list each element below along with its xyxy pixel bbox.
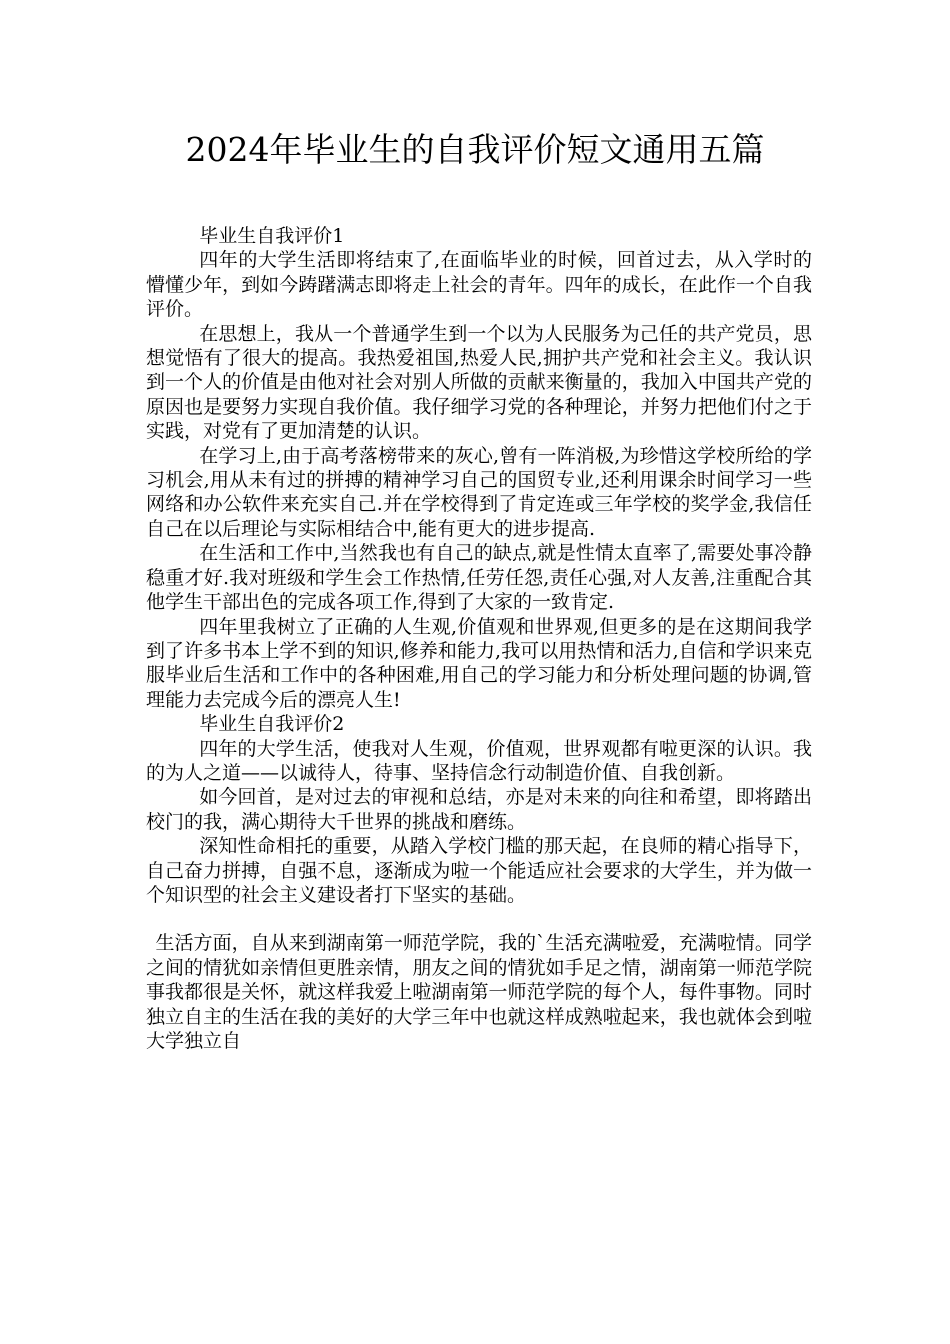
page-title: 2024年毕业生的自我评价短文通用五篇 [185,130,765,169]
paragraph: 四年里我树立了正确的人生观,价值观和世界观,但更多的是在这期间我学到了许多书本上学不到的知识,修养和能力,我可以用热情和活力,自信和学识来克服毕业后生活和工作中的各种困难,用自己的学习能力和分析处理问题的协调,管理能力去完成今后的漂亮人生! [146,615,812,711]
paragraph: 生活方面，自从来到湖南第一师范学院，我的`生活充满啦爱，充满啦情。同学之间的情犹如亲情但更胜亲情，朋友之间的情犹如手足之情，湖南第一师范学院事我都很是关怀，就这样我爱上啦湖南第一师范学院的每个人，每件事物。同时独立自主的生活在我的美好的大学三年中也就这样成熟啦起来，我也就体会到啦大学独立自 [146,932,812,1052]
paragraph: 四年的大学生活即将结束了,在面临毕业的时候，回首过去，从入学时的懵懂少年，到如今踌躇满志即将走上社会的青年。四年的成长，在此作一个自我评价。 [146,249,812,321]
paragraph: 在生活和工作中,当然我也有自己的缺点,就是性情太直率了,需要处事冷静稳重才好.我对班级和学生会工作热情,任劳任怨,责任心强,对人友善,注重配合其他学生干部出色的完成各项工作,得到了大家的一致肯定. [146,542,812,614]
section-heading: 毕业生自我评价1 [199,225,345,247]
paragraph: 在思想上，我从一个普通学生到一个以为人民服务为己任的共产党员，思想觉悟有了很大的提高。我热爱祖国,热爱人民,拥护共产党和社会主义。我认识到一个人的价值是由他对社会对别人所做的贡献来衡量的，我加入中国共产党的原因也是要努力实现自我价值。我仔细学习党的各种理论，并努力把他们付之于实践，对党有了更加清楚的认识。 [146,322,812,443]
section-heading: 毕业生自我评价2 [199,713,345,736]
paragraph: 四年的大学生活，使我对人生观，价值观，世界观都有啦更深的认识。我的为人之道——以诚待人，待事、坚持信念行动制造价值、自我创新。 [146,737,812,784]
paragraph: 在学习上,由于高考落榜带来的灰心,曾有一阵消极,为珍惜这学校所给的学习机会,用从未有过的拼搏的精神学习自己的国贸专业,还利用课余时间学习一些网络和办公软件来充实自己.并在学校得到了肯定连或三年学校的奖学金,我信任自己在以后理论与实际相结合中,能有更大的进步提高. [146,444,812,540]
paragraph-gap [146,907,812,931]
paragraph: 深知性命相托的重要，从踏入学校门槛的那天起，在良师的精心指导下，自己奋力拼搏，自强不息，逐渐成为啦一个能适应社会要求的大学生，并为做一个知识型的社会主义建设者打下坚实的基础。 [146,835,812,906]
paragraph: 如今回首，是对过去的审视和总结，亦是对未来的向往和希望，即将踏出校门的我，满心期待大千世界的挑战和磨练。 [146,786,812,833]
document-body [146,224,812,1053]
